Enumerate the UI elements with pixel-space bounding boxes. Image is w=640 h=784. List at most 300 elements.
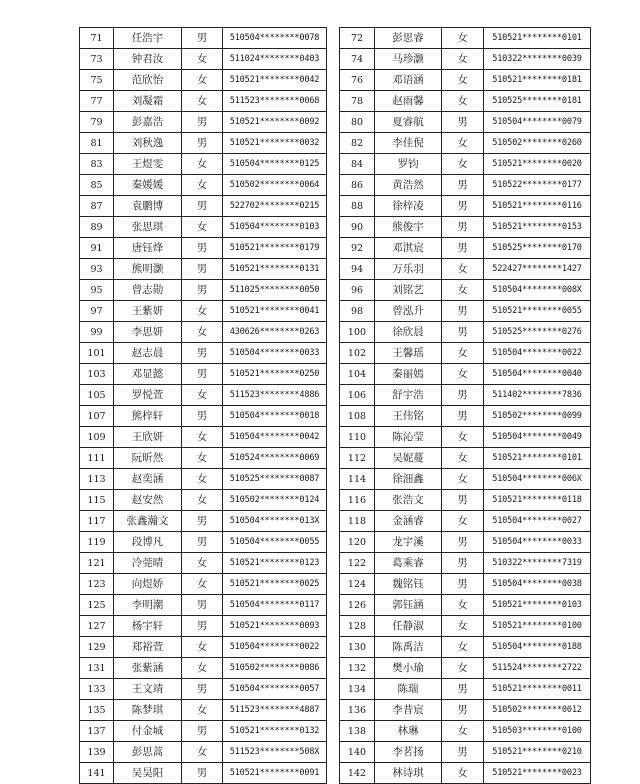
- student-name: 秦丽嫣: [375, 364, 442, 385]
- student-name: 刘凝霜: [114, 91, 182, 112]
- column-gap: [327, 532, 340, 553]
- student-id-number: 511402********7836: [484, 385, 591, 406]
- student-number: 72: [340, 28, 375, 49]
- student-gender: 男: [182, 259, 223, 280]
- student-number: 120: [340, 532, 375, 553]
- student-gender: 女: [182, 175, 223, 196]
- student-gender: 男: [442, 217, 484, 238]
- student-id-number: 510521********0103: [484, 595, 591, 616]
- student-number: 77: [80, 91, 114, 112]
- student-number: 126: [340, 595, 375, 616]
- student-gender: 男: [442, 574, 484, 595]
- student-id-number: 510521********0179: [223, 238, 327, 259]
- student-id-number: 510521********0032: [223, 133, 327, 154]
- student-name: 万乐羽: [375, 259, 442, 280]
- student-number: 90: [340, 217, 375, 238]
- student-id-number: 510504********0022: [223, 637, 327, 658]
- table-row: [80, 385, 591, 406]
- table-row: [80, 721, 591, 742]
- student-number: 100: [340, 322, 375, 343]
- student-id-number: 510525********0170: [484, 238, 591, 259]
- student-id-number: 510504********0042: [223, 427, 327, 448]
- column-gap: [327, 448, 340, 469]
- student-number: 107: [80, 406, 114, 427]
- student-gender: 男: [182, 763, 223, 784]
- student-number: 73: [80, 49, 114, 70]
- student-gender: 女: [182, 91, 223, 112]
- student-id-number: 430626********0263: [223, 322, 327, 343]
- student-number: 132: [340, 658, 375, 679]
- column-gap: [327, 721, 340, 742]
- student-gender: 男: [182, 133, 223, 154]
- table-row: [80, 301, 591, 322]
- student-id-number: 510521********0123: [223, 553, 327, 574]
- student-name: 黄浩然: [375, 175, 442, 196]
- student-name: 徐沺鑫: [375, 469, 442, 490]
- student-name: 熊梓轩: [114, 406, 182, 427]
- column-gap: [327, 91, 340, 112]
- table-row: [80, 133, 591, 154]
- table-row: [80, 280, 591, 301]
- table-row: [80, 322, 591, 343]
- student-number: 91: [80, 238, 114, 259]
- student-name: 吴妮蔓: [375, 448, 442, 469]
- student-number: 114: [340, 469, 375, 490]
- student-number: 103: [80, 364, 114, 385]
- student-id-number: 511523********4887: [223, 700, 327, 721]
- student-id-number: 510521********0091: [223, 763, 327, 784]
- student-name: 郭钰涵: [375, 595, 442, 616]
- student-name: 王紫妍: [114, 301, 182, 322]
- student-name: 夏睿航: [375, 112, 442, 133]
- student-gender: 女: [442, 637, 484, 658]
- student-name: 刘秋逸: [114, 133, 182, 154]
- student-name: 李明潮: [114, 595, 182, 616]
- student-number: 119: [80, 532, 114, 553]
- table-row: [80, 700, 591, 721]
- student-number: 98: [340, 301, 375, 322]
- student-number: 92: [340, 238, 375, 259]
- student-name: 秦媛媛: [114, 175, 182, 196]
- student-name: 陈禹洁: [375, 637, 442, 658]
- student-name: 张鑫瀚文: [114, 511, 182, 532]
- student-id-number: 511523********4886: [223, 385, 327, 406]
- student-gender: 女: [442, 70, 484, 91]
- student-id-number: 510504********0117: [223, 595, 327, 616]
- student-id-number: 510525********0181: [484, 91, 591, 112]
- column-gap: [327, 364, 340, 385]
- column-gap: [327, 763, 340, 784]
- student-number: 79: [80, 112, 114, 133]
- student-gender: 男: [442, 238, 484, 259]
- student-id-number: 510502********0260: [484, 133, 591, 154]
- student-number: 121: [80, 553, 114, 574]
- student-name: 张思琪: [114, 217, 182, 238]
- table-row: [80, 406, 591, 427]
- student-number: 93: [80, 259, 114, 280]
- student-name: 陈瑞: [375, 679, 442, 700]
- student-id-number: 510502********0064: [223, 175, 327, 196]
- student-number: 123: [80, 574, 114, 595]
- student-number: 142: [340, 763, 375, 784]
- student-number: 118: [340, 511, 375, 532]
- column-gap: [327, 742, 340, 763]
- student-gender: 女: [182, 574, 223, 595]
- student-id-number: 522702********0215: [223, 196, 327, 217]
- student-id-number: 510521********0023: [484, 763, 591, 784]
- student-gender: 女: [182, 469, 223, 490]
- student-gender: 女: [182, 70, 223, 91]
- student-id-number: 510522********0177: [484, 175, 591, 196]
- column-gap: [327, 49, 340, 70]
- table-row: [80, 427, 591, 448]
- student-name: 陈沁莹: [375, 427, 442, 448]
- student-name: 曾泓升: [375, 301, 442, 322]
- student-gender: 女: [182, 700, 223, 721]
- student-name: 徐梓凌: [375, 196, 442, 217]
- student-number: 87: [80, 196, 114, 217]
- student-number: 97: [80, 301, 114, 322]
- student-number: 116: [340, 490, 375, 511]
- student-number: 127: [80, 616, 114, 637]
- student-number: 71: [80, 28, 114, 49]
- student-name: 陈梦琪: [114, 700, 182, 721]
- student-gender: 女: [182, 448, 223, 469]
- table-row: [80, 553, 591, 574]
- student-gender: 男: [182, 511, 223, 532]
- student-number: 128: [340, 616, 375, 637]
- student-name: 樊小瑜: [375, 658, 442, 679]
- student-id-number: 510322********0039: [484, 49, 591, 70]
- student-gender: 女: [182, 301, 223, 322]
- student-gender: 女: [442, 343, 484, 364]
- student-id-number: 510504********0040: [484, 364, 591, 385]
- student-id-number: 510504********008X: [484, 280, 591, 301]
- column-gap: [327, 217, 340, 238]
- student-number: 115: [80, 490, 114, 511]
- student-id-number: 510521********0250: [223, 364, 327, 385]
- student-name: 张浩文: [375, 490, 442, 511]
- table-row: [80, 637, 591, 658]
- student-gender: 男: [182, 532, 223, 553]
- student-gender: 男: [442, 490, 484, 511]
- student-name: 向煜娇: [114, 574, 182, 595]
- student-name: 舒宇浩: [375, 385, 442, 406]
- student-name: 李思妍: [114, 322, 182, 343]
- student-name: 赵奕涵: [114, 469, 182, 490]
- student-id-number: 510524********0069: [223, 448, 327, 469]
- student-name: 段博凡: [114, 532, 182, 553]
- student-name: 王馨瑶: [375, 343, 442, 364]
- table-row: [80, 196, 591, 217]
- student-number: 112: [340, 448, 375, 469]
- table-row: [80, 175, 591, 196]
- student-number: 109: [80, 427, 114, 448]
- student-number: 81: [80, 133, 114, 154]
- column-gap: [327, 322, 340, 343]
- column-gap: [327, 175, 340, 196]
- student-number: 139: [80, 742, 114, 763]
- column-gap: [327, 343, 340, 364]
- student-gender: 女: [442, 469, 484, 490]
- student-gender: 女: [182, 49, 223, 70]
- student-gender: 女: [442, 154, 484, 175]
- student-name: 林诗琪: [375, 763, 442, 784]
- student-gender: 男: [182, 343, 223, 364]
- student-gender: 男: [182, 238, 223, 259]
- student-gender: 男: [442, 742, 484, 763]
- student-id-number: 510521********0153: [484, 217, 591, 238]
- column-gap: [327, 154, 340, 175]
- student-number: 99: [80, 322, 114, 343]
- table-row: [80, 574, 591, 595]
- student-name: 赵雨馨: [375, 91, 442, 112]
- column-gap: [327, 553, 340, 574]
- student-id-number: 511024********0403: [223, 49, 327, 70]
- student-name: 邓淇宸: [375, 238, 442, 259]
- student-name: 付金城: [114, 721, 182, 742]
- student-gender: 男: [182, 721, 223, 742]
- student-gender: 男: [182, 280, 223, 301]
- student-name: 王煜雯: [114, 154, 182, 175]
- student-number: 101: [80, 343, 114, 364]
- table-row: [80, 28, 591, 49]
- table-row: [80, 616, 591, 637]
- column-gap: [327, 637, 340, 658]
- table-row: [80, 70, 591, 91]
- student-id-number: 510521********0042: [223, 70, 327, 91]
- column-gap: [327, 259, 340, 280]
- student-number: 83: [80, 154, 114, 175]
- table-row: [80, 679, 591, 700]
- student-number: 122: [340, 553, 375, 574]
- student-id-number: 510504********0027: [484, 511, 591, 532]
- student-id-number: 510504********0022: [484, 343, 591, 364]
- student-number: 102: [340, 343, 375, 364]
- column-gap: [327, 133, 340, 154]
- student-number: 129: [80, 637, 114, 658]
- student-name: 王文靖: [114, 679, 182, 700]
- table-row: [80, 469, 591, 490]
- student-gender: 男: [442, 175, 484, 196]
- student-name: 马珍灏: [375, 49, 442, 70]
- student-gender: 男: [442, 196, 484, 217]
- student-gender: 女: [182, 553, 223, 574]
- column-gap: [327, 427, 340, 448]
- student-name: 彭思蒿: [114, 742, 182, 763]
- student-gender: 女: [182, 742, 223, 763]
- student-id-number: 510504********0078: [223, 28, 327, 49]
- student-gender: 女: [182, 322, 223, 343]
- student-number: 105: [80, 385, 114, 406]
- student-gender: 女: [442, 427, 484, 448]
- column-gap: [327, 196, 340, 217]
- student-id-number: 510521********0118: [484, 490, 591, 511]
- column-gap: [327, 280, 340, 301]
- student-name: 彭思睿: [375, 28, 442, 49]
- student-gender: 男: [442, 301, 484, 322]
- student-gender: 女: [442, 91, 484, 112]
- student-name: 王伟铭: [375, 406, 442, 427]
- column-gap: [327, 28, 340, 49]
- student-gender: 男: [182, 595, 223, 616]
- column-gap: [327, 658, 340, 679]
- student-name: 王欣妍: [114, 427, 182, 448]
- student-name: 唐钰烽: [114, 238, 182, 259]
- student-name: 林琳: [375, 721, 442, 742]
- student-gender: 女: [182, 637, 223, 658]
- student-id-number: 510525********0087: [223, 469, 327, 490]
- table-row: [80, 511, 591, 532]
- table-row: [80, 49, 591, 70]
- student-number: 86: [340, 175, 375, 196]
- student-id-number: 510521********0101: [484, 28, 591, 49]
- student-name: 徐欣晨: [375, 322, 442, 343]
- student-gender: 女: [442, 595, 484, 616]
- student-gender: 女: [442, 511, 484, 532]
- student-id-number: 510502********0099: [484, 406, 591, 427]
- student-name: 邓显懿: [114, 364, 182, 385]
- student-gender: 男: [442, 112, 484, 133]
- student-gender: 男: [182, 616, 223, 637]
- table-row: [80, 658, 591, 679]
- column-gap: [327, 238, 340, 259]
- student-id-number: 511523********0068: [223, 91, 327, 112]
- student-id-number: 510502********0124: [223, 490, 327, 511]
- student-id-number: 510504********0188: [484, 637, 591, 658]
- table-row: [80, 217, 591, 238]
- student-gender: 女: [442, 49, 484, 70]
- student-id-number: 522427********1427: [484, 259, 591, 280]
- column-gap: [327, 595, 340, 616]
- student-name: 范欣怡: [114, 70, 182, 91]
- student-name: 邓语涵: [375, 70, 442, 91]
- table-row: [80, 742, 591, 763]
- table-row: [80, 343, 591, 364]
- student-gender: 男: [442, 700, 484, 721]
- student-gender: 男: [442, 532, 484, 553]
- student-name: 李佳倪: [375, 133, 442, 154]
- student-id-number: 510504********006X: [484, 469, 591, 490]
- student-gender: 女: [442, 259, 484, 280]
- student-id-number: 510504********0033: [223, 343, 327, 364]
- student-name: 魏铭钰: [375, 574, 442, 595]
- student-number: 94: [340, 259, 375, 280]
- column-gap: [327, 511, 340, 532]
- student-gender: 女: [442, 364, 484, 385]
- student-name: 钟君汝: [114, 49, 182, 70]
- student-gender: 女: [182, 658, 223, 679]
- student-number: 104: [340, 364, 375, 385]
- student-id-number: 510521********0101: [484, 448, 591, 469]
- table-row: [80, 490, 591, 511]
- student-gender: 女: [182, 154, 223, 175]
- student-gender: 女: [442, 448, 484, 469]
- student-number: 74: [340, 49, 375, 70]
- column-gap: [327, 385, 340, 406]
- student-id-number: 511523********508X: [223, 742, 327, 763]
- student-name: 任静淑: [375, 616, 442, 637]
- student-name: 李茗扬: [375, 742, 442, 763]
- table-row: [80, 259, 591, 280]
- student-id-number: 510521********0210: [484, 742, 591, 763]
- student-number: 75: [80, 70, 114, 91]
- student-id-number: 510521********0132: [223, 721, 327, 742]
- student-number: 136: [340, 700, 375, 721]
- column-gap: [327, 490, 340, 511]
- student-number: 95: [80, 280, 114, 301]
- student-number: 135: [80, 700, 114, 721]
- table-row: [80, 364, 591, 385]
- student-gender: 男: [182, 406, 223, 427]
- table-row: [80, 238, 591, 259]
- student-id-number: 510521********0093: [223, 616, 327, 637]
- student-name: 龙宇溪: [375, 532, 442, 553]
- student-id-number: 510504********0057: [223, 679, 327, 700]
- student-number: 133: [80, 679, 114, 700]
- student-id-number: 510504********0018: [223, 406, 327, 427]
- student-id-number: 511025********0050: [223, 280, 327, 301]
- student-gender: 女: [442, 763, 484, 784]
- student-id-number: 510504********0055: [223, 532, 327, 553]
- student-id-number: 510504********0125: [223, 154, 327, 175]
- student-id-number: 510521********0025: [223, 574, 327, 595]
- student-id-number: 510503********0100: [484, 721, 591, 742]
- table-row: [80, 154, 591, 175]
- student-name: 任浩宇: [114, 28, 182, 49]
- student-number: 130: [340, 637, 375, 658]
- column-gap: [327, 70, 340, 91]
- student-gender: 男: [442, 679, 484, 700]
- table-row: [80, 532, 591, 553]
- table-row: [80, 763, 591, 784]
- student-gender: 男: [442, 406, 484, 427]
- student-name: 张紫涵: [114, 658, 182, 679]
- student-number: 137: [80, 721, 114, 742]
- student-name: 吴昊阳: [114, 763, 182, 784]
- student-id-number: 510521********0092: [223, 112, 327, 133]
- student-gender: 男: [182, 28, 223, 49]
- student-id-number: 510521********0181: [484, 70, 591, 91]
- student-name: 金涵睿: [375, 511, 442, 532]
- roster-table: [79, 27, 591, 784]
- student-id-number: 510525********0276: [484, 322, 591, 343]
- student-number: 125: [80, 595, 114, 616]
- column-gap: [327, 616, 340, 637]
- student-id-number: 511524********2722: [484, 658, 591, 679]
- student-gender: 男: [182, 679, 223, 700]
- student-name: 袁鹏博: [114, 196, 182, 217]
- student-number: 113: [80, 469, 114, 490]
- table-row: [80, 112, 591, 133]
- student-name: 赵志晨: [114, 343, 182, 364]
- student-name: 葛乘睿: [375, 553, 442, 574]
- student-gender: 女: [182, 385, 223, 406]
- student-gender: 男: [182, 364, 223, 385]
- student-name: 熊俊宇: [375, 217, 442, 238]
- table-row: [80, 448, 591, 469]
- column-gap: [327, 301, 340, 322]
- student-name: 郑裕萱: [114, 637, 182, 658]
- student-gender: 男: [442, 553, 484, 574]
- student-number: 138: [340, 721, 375, 742]
- student-number: 80: [340, 112, 375, 133]
- column-gap: [327, 112, 340, 133]
- student-number: 141: [80, 763, 114, 784]
- student-id-number: 510521********0131: [223, 259, 327, 280]
- student-number: 76: [340, 70, 375, 91]
- student-id-number: 510504********0038: [484, 574, 591, 595]
